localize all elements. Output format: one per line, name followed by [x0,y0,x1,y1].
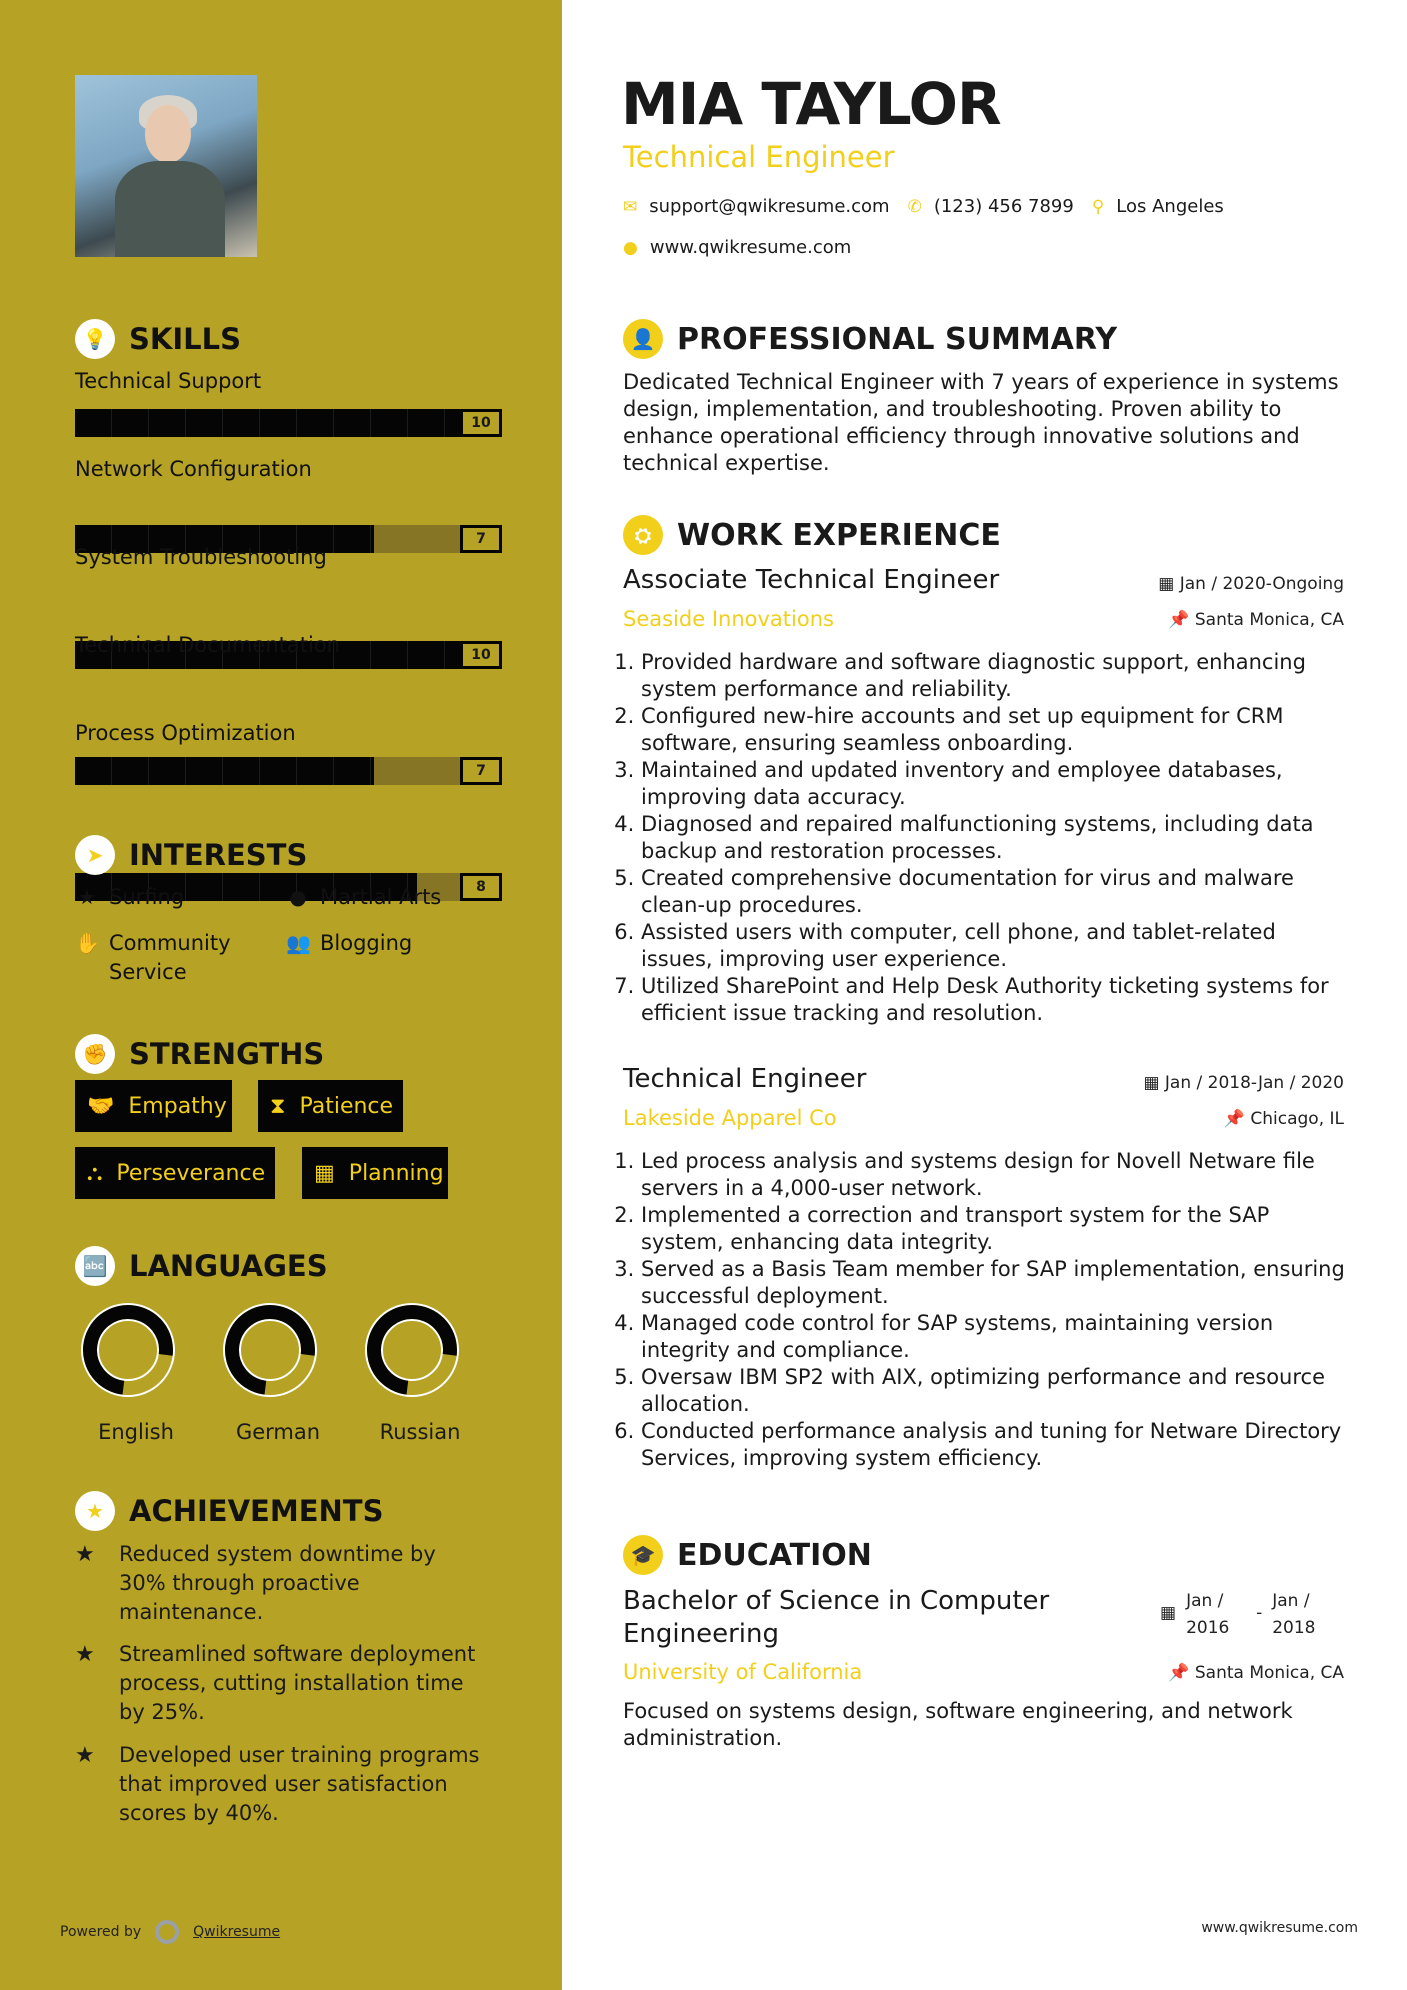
strengths-heading: ✊ STRENGTHS [75,1034,324,1074]
candidate-name: MIA TAYLOR [621,70,1001,138]
skill-bar [75,757,502,785]
school: University of California [623,1660,863,1684]
website[interactable]: www.qwikresume.com [649,237,852,258]
user-icon: 👤 [623,319,663,359]
job-bullet: 5. Oversaw IBM SP2 with AIX, optimizing performance and resource allocation. [641,1364,1345,1418]
website-row [623,237,851,258]
job-title: Associate Technical Engineer [623,565,1000,595]
qwikresume-logo-icon [155,1920,179,1944]
job-bullet: 3. Maintained and updated inventory and employee databases, improving data accuracy. [641,757,1345,811]
skills-heading: 💡 SKILLS [75,319,241,359]
skill-bar [75,409,502,437]
achievements-heading: ★ ACHIEVEMENTS [75,1491,383,1531]
job-bullet: 4. Managed code control for SAP systems, maintaining version integrity and compliance. [641,1310,1345,1364]
job-bullet: 1. Provided hardware and software diagnostic support, enhancing system performance and reliability. [641,649,1345,703]
map-pin-icon: ⚲ [1091,196,1105,217]
star-icon: ★ [75,1642,95,1667]
strength-chip: ⛬ Perseverance [75,1147,275,1199]
job-bullet: 7. Utilized SharePoint and Help Desk Authority ticketing systems for efficient issue tracking and resolution. [641,973,1345,1027]
qwikresume-link[interactable]: Qwikresume [193,1924,281,1940]
envelope-icon: ✉ [623,196,638,217]
star-icon: ★ [75,1542,95,1567]
job-bullet: 4. Diagnosed and repaired malfunctioning systems, including data backup and restoration processes. [641,811,1345,865]
location: Los Angeles [1116,196,1224,217]
chair-icon: ⛭ [623,515,663,555]
star-icon: ★ [78,885,96,909]
globe-icon: ● [289,885,307,909]
language-donut [78,1300,178,1400]
language-label: English [98,1420,174,1444]
contact-row [623,196,1224,217]
skill-bar-fill [75,757,374,785]
profile-photo [75,75,257,257]
job-bullets [623,1148,1345,1472]
paper-plane-icon: ➤ [75,835,115,875]
fist-icon: ✊ [75,1034,115,1074]
company: Seaside Innovations [623,607,834,631]
interest-item: ● Martial Arts [286,885,506,909]
language-donut [220,1300,320,1400]
achievement-item: ★ Streamlined software deployment process, cutting installation time by 25%. [75,1640,485,1727]
skill-label: System Troubleshooting [75,545,327,569]
achievement-item: ★ Developed user training programs that improved user satisfaction scores by 40%. [75,1741,485,1828]
pushpin-icon: 📌 [1168,1663,1195,1683]
achievement-item: ★ Reduced system downtime by 30% through proactive maintenance. [75,1540,485,1627]
pushpin-icon: 📌 [1168,610,1195,630]
binoculars-icon: ⛬ [87,1160,103,1186]
interest-item: ★ Surfing [75,885,275,909]
interest-item: 👥 Blogging [286,931,413,955]
degree: Bachelor of Science in Computer Engineering [623,1586,1050,1649]
company: Lakeside Apparel Co [623,1106,837,1130]
users-icon: 👥 [286,931,311,955]
trophy-star-icon: ★ [75,1491,115,1531]
interests-heading: ➤ INTERESTS [75,835,307,875]
job-title: Technical Engineer [623,140,895,174]
job-bullet: 6. Conducted performance analysis and tuning for Netware Directory Services, improving system efficiency. [641,1418,1345,1472]
calendar-icon: ▦ [1158,574,1180,594]
skill-bar-fill [75,409,502,437]
strength-chip: 🤝 Empathy [75,1080,232,1132]
footer-website: www.qwikresume.com [1201,1920,1358,1936]
education-heading: 🎓 EDUCATION [623,1535,872,1575]
skill-level: 10 [460,641,502,669]
job-location: 📌 Santa Monica, CA [1168,610,1344,630]
summary-heading: 👤 PROFESSIONAL SUMMARY [623,319,1117,359]
skill-level: 10 [460,409,502,437]
job-bullet: 3. Served as a Basis Team member for SAP implementation, ensuring successful deployment. [641,1256,1345,1310]
graduation-icon: 🎓 [623,1535,663,1575]
job-bullet: 2. Configured new-hire accounts and set up equipment for CRM software, ensuring seamless onboarding. [641,703,1345,757]
translate-icon: 🔤 [75,1246,115,1286]
hand-icon: ✋ [75,931,100,955]
summary-text: Dedicated Technical Engineer with 7 years of experience in systems design, implementation, and troubleshooting. Proven ability to enhance operational efficiency through innovative solutions and technical expertise. [623,370,1339,475]
job-dates: ▦ Jan / 2018-Jan / 2020 [1143,1073,1344,1093]
email[interactable]: support@qwikresume.com [649,196,890,217]
skill-label: Technical Documentation [75,633,340,657]
phone: (123) 456 7899 [933,196,1074,217]
star-icon: ★ [75,1743,95,1768]
phone-icon: ✆ [907,196,922,217]
languages-heading: 🔤 LANGUAGES [75,1246,328,1286]
job-bullet: 2. Implemented a correction and transport system for the SAP system, enhancing data integrity. [641,1202,1345,1256]
powered-by: Powered by Qwikresume [60,1920,280,1944]
handshake-icon: 🤝 [87,1093,115,1119]
language-donut [362,1300,462,1400]
globe-icon: ● [623,237,638,258]
skill-level: 7 [460,525,502,553]
interest-item: ✋ Community Service [75,931,231,984]
skill-level: 8 [460,873,502,901]
skill-label: Process Optimization [75,721,296,745]
job-dates: ▦ Jan / 2020-Ongoing [1158,574,1344,594]
skill-label: Network Configuration [75,457,312,481]
job-bullet: 5. Created comprehensive documentation for virus and malware clean-up procedures. [641,865,1345,919]
hourglass-icon: ⧗ [270,1093,286,1119]
language-label: German [235,1420,321,1444]
skill-level: 7 [460,757,502,785]
strength-chip: ⧗ Patience [258,1080,403,1132]
job-bullet: 6. Assisted users with computer, cell phone, and tablet-related issues, improving user experience. [641,919,1345,973]
job-bullets [623,649,1345,1027]
job-title: Technical Engineer [623,1064,867,1094]
strength-chip: ▦ Planning [302,1147,448,1199]
language-label: Russian [379,1420,461,1444]
calendar-icon: ▦ [314,1160,335,1186]
pushpin-icon: 📌 [1223,1109,1251,1129]
education-text: Focused on systems design, software engineering, and network administration. [623,1699,1293,1750]
lightbulb-icon: 💡 [75,319,115,359]
calendar-icon: ▦ [1160,1603,1177,1623]
job-location: 📌 Chicago, IL [1223,1109,1344,1129]
job-bullet: 1. Led process analysis and systems design for Novell Netware file servers in a 4,000-user network. [641,1148,1345,1202]
skill-label: Technical Support [75,369,262,393]
education-location: 📌 Santa Monica, CA [1168,1663,1344,1683]
calendar-icon: ▦ [1143,1073,1165,1093]
work-heading: ⛭ WORK EXPERIENCE [623,515,1001,555]
education-dates: ▦ Jan / 2016 - Jan / 2018 [1160,1588,1332,1642]
